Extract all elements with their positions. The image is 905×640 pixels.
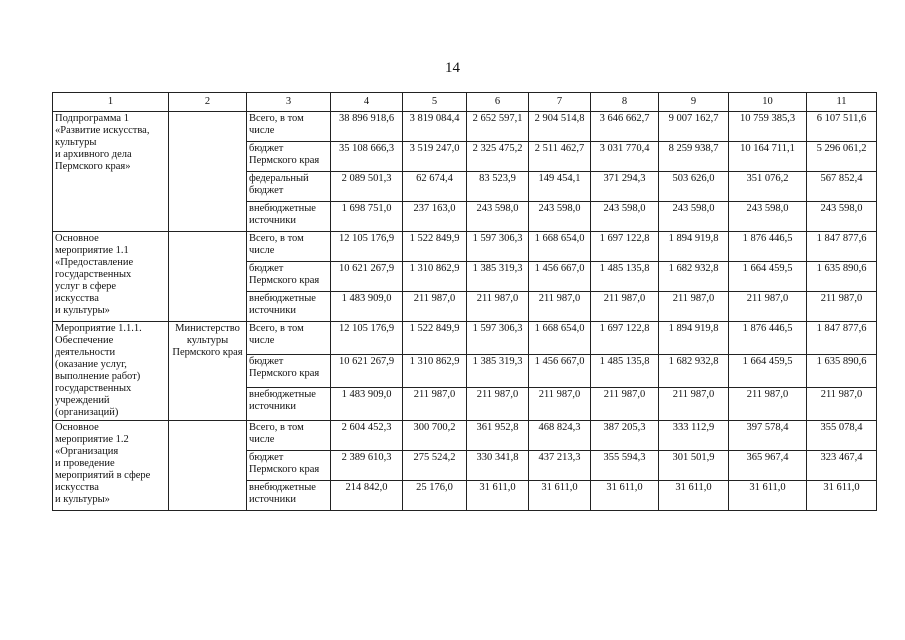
amount-cell: 149 454,1 — [529, 172, 591, 202]
table-row — [53, 421, 877, 451]
amount-cell: 1 635 890,6 — [807, 262, 877, 292]
amount-cell: 300 700,2 — [403, 421, 467, 451]
executor-cell — [169, 112, 247, 232]
amount-cell: 243 598,0 — [659, 202, 729, 232]
amount-cell: 323 467,4 — [807, 451, 877, 481]
amount-cell: 3 519 247,0 — [403, 142, 467, 172]
header-cell: 8 — [591, 93, 659, 112]
amount-cell: 1 485 135,8 — [591, 262, 659, 292]
amount-cell: 1 876 446,5 — [729, 322, 807, 355]
amount-cell: 10 621 267,9 — [331, 355, 403, 388]
amount-cell: 12 105 176,9 — [331, 232, 403, 262]
funding-source-cell: внебюджетные источники — [247, 202, 331, 232]
amount-cell: 243 598,0 — [591, 202, 659, 232]
amount-cell: 211 987,0 — [591, 388, 659, 421]
amount-cell: 5 296 061,2 — [807, 142, 877, 172]
table-row — [53, 322, 877, 355]
funding-source-cell: Всего, в том числе — [247, 421, 331, 451]
amount-cell: 1 310 862,9 — [403, 355, 467, 388]
amount-cell: 1 456 667,0 — [529, 262, 591, 292]
amount-cell: 211 987,0 — [467, 388, 529, 421]
amount-cell: 211 987,0 — [403, 388, 467, 421]
amount-cell: 1 522 849,9 — [403, 232, 467, 262]
amount-cell: 468 824,3 — [529, 421, 591, 451]
amount-cell: 355 078,4 — [807, 421, 877, 451]
amount-cell: 1 522 849,9 — [403, 322, 467, 355]
amount-cell: 2 604 452,3 — [331, 421, 403, 451]
amount-cell: 1 664 459,5 — [729, 355, 807, 388]
funding-source-cell: Всего, в том числе — [247, 112, 331, 142]
amount-cell: 243 598,0 — [729, 202, 807, 232]
amount-cell: 2 652 597,1 — [467, 112, 529, 142]
amount-cell: 1 847 877,6 — [807, 232, 877, 262]
header-cell: 6 — [467, 93, 529, 112]
amount-cell: 12 105 176,9 — [331, 322, 403, 355]
funding-source-cell: бюджет Пермского края — [247, 451, 331, 481]
funding-source-cell: Всего, в том числе — [247, 322, 331, 355]
amount-cell: 1 483 909,0 — [331, 388, 403, 421]
amount-cell: 387 205,3 — [591, 421, 659, 451]
executor-cell: Министерство культуры Пермского края — [169, 322, 247, 421]
funding-source-cell: Всего, в том числе — [247, 232, 331, 262]
amount-cell: 567 852,4 — [807, 172, 877, 202]
executor-cell — [169, 232, 247, 322]
amount-cell: 25 176,0 — [403, 481, 467, 511]
header-cell: 11 — [807, 93, 877, 112]
amount-cell: 1 597 306,3 — [467, 232, 529, 262]
amount-cell: 1 894 919,8 — [659, 322, 729, 355]
header-cell: 4 — [331, 93, 403, 112]
header-row — [53, 93, 877, 112]
header-cell: 2 — [169, 93, 247, 112]
executor-cell — [169, 421, 247, 511]
header-cell: 10 — [729, 93, 807, 112]
amount-cell: 211 987,0 — [729, 292, 807, 322]
header-cell: 7 — [529, 93, 591, 112]
amount-cell: 10 621 267,9 — [331, 262, 403, 292]
amount-cell: 243 598,0 — [807, 202, 877, 232]
amount-cell: 397 578,4 — [729, 421, 807, 451]
amount-cell: 333 112,9 — [659, 421, 729, 451]
amount-cell: 1 385 319,3 — [467, 355, 529, 388]
amount-cell: 3 031 770,4 — [591, 142, 659, 172]
amount-cell: 330 341,8 — [467, 451, 529, 481]
amount-cell: 1 697 122,8 — [591, 232, 659, 262]
amount-cell: 243 598,0 — [467, 202, 529, 232]
amount-cell: 301 501,9 — [659, 451, 729, 481]
amount-cell: 6 107 511,6 — [807, 112, 877, 142]
amount-cell: 211 987,0 — [807, 292, 877, 322]
amount-cell: 1 635 890,6 — [807, 355, 877, 388]
amount-cell: 503 626,0 — [659, 172, 729, 202]
funding-source-cell: бюджет Пермского края — [247, 355, 331, 388]
amount-cell: 31 611,0 — [529, 481, 591, 511]
amount-cell: 2 325 475,2 — [467, 142, 529, 172]
amount-cell: 211 987,0 — [529, 292, 591, 322]
amount-cell: 211 987,0 — [659, 292, 729, 322]
amount-cell: 1 310 862,9 — [403, 262, 467, 292]
program-name-cell: Мероприятие 1.1.1. Обеспечение деятельности (оказание услуг, выполнение работ) государственных учреждений (организаций) — [53, 322, 169, 421]
amount-cell: 214 842,0 — [331, 481, 403, 511]
amount-cell: 1 698 751,0 — [331, 202, 403, 232]
table-row — [53, 232, 877, 262]
amount-cell: 35 108 666,3 — [331, 142, 403, 172]
amount-cell: 1 485 135,8 — [591, 355, 659, 388]
amount-cell: 1 876 446,5 — [729, 232, 807, 262]
table-row — [53, 112, 877, 142]
amount-cell: 437 213,3 — [529, 451, 591, 481]
amount-cell: 1 385 319,3 — [467, 262, 529, 292]
amount-cell: 2 089 501,3 — [331, 172, 403, 202]
header-cell: 3 — [247, 93, 331, 112]
amount-cell: 1 847 877,6 — [807, 322, 877, 355]
funding-source-cell: внебюджетные источники — [247, 292, 331, 322]
amount-cell: 3 646 662,7 — [591, 112, 659, 142]
amount-cell: 365 967,4 — [729, 451, 807, 481]
amount-cell: 1 682 932,8 — [659, 355, 729, 388]
amount-cell: 211 987,0 — [729, 388, 807, 421]
amount-cell: 211 987,0 — [659, 388, 729, 421]
amount-cell: 1 664 459,5 — [729, 262, 807, 292]
amount-cell: 211 987,0 — [807, 388, 877, 421]
amount-cell: 237 163,0 — [403, 202, 467, 232]
header-cell: 9 — [659, 93, 729, 112]
amount-cell: 2 511 462,7 — [529, 142, 591, 172]
amount-cell: 9 007 162,7 — [659, 112, 729, 142]
amount-cell: 1 668 654,0 — [529, 322, 591, 355]
program-name-cell: Основное мероприятие 1.1 «Предоставление государственных услуг в сфере искусства и культуры» — [53, 232, 169, 322]
amount-cell: 1 894 919,8 — [659, 232, 729, 262]
amount-cell: 83 523,9 — [467, 172, 529, 202]
budget-table — [52, 92, 877, 511]
header-cell: 1 — [53, 93, 169, 112]
amount-cell: 243 598,0 — [529, 202, 591, 232]
amount-cell: 2 389 610,3 — [331, 451, 403, 481]
amount-cell: 31 611,0 — [591, 481, 659, 511]
program-name-cell: Основное мероприятие 1.2 «Организация и проведение мероприятий в сфере искусства и культуры» — [53, 421, 169, 511]
funding-source-cell: федеральный бюджет — [247, 172, 331, 202]
funding-source-cell: бюджет Пермского края — [247, 142, 331, 172]
amount-cell: 8 259 938,7 — [659, 142, 729, 172]
amount-cell: 275 524,2 — [403, 451, 467, 481]
page-number: 14 — [445, 60, 460, 76]
program-name-cell: Подпрограмма 1 «Развитие искусства, культуры и архивного дела Пермского края» — [53, 112, 169, 232]
funding-source-cell: внебюджетные источники — [247, 481, 331, 511]
amount-cell: 10 164 711,1 — [729, 142, 807, 172]
amount-cell: 31 611,0 — [807, 481, 877, 511]
amount-cell: 361 952,8 — [467, 421, 529, 451]
amount-cell: 211 987,0 — [403, 292, 467, 322]
amount-cell: 211 987,0 — [467, 292, 529, 322]
amount-cell: 1 597 306,3 — [467, 322, 529, 355]
amount-cell: 1 697 122,8 — [591, 322, 659, 355]
amount-cell: 371 294,3 — [591, 172, 659, 202]
amount-cell: 355 594,3 — [591, 451, 659, 481]
amount-cell: 1 682 932,8 — [659, 262, 729, 292]
amount-cell: 211 987,0 — [591, 292, 659, 322]
funding-source-cell: внебюджетные источники — [247, 388, 331, 421]
amount-cell: 1 668 654,0 — [529, 232, 591, 262]
amount-cell: 1 456 667,0 — [529, 355, 591, 388]
funding-source-cell: бюджет Пермского края — [247, 262, 331, 292]
amount-cell: 38 896 918,6 — [331, 112, 403, 142]
amount-cell: 211 987,0 — [529, 388, 591, 421]
amount-cell: 3 819 084,4 — [403, 112, 467, 142]
header-cell: 5 — [403, 93, 467, 112]
amount-cell: 31 611,0 — [729, 481, 807, 511]
amount-cell: 1 483 909,0 — [331, 292, 403, 322]
amount-cell: 10 759 385,3 — [729, 112, 807, 142]
amount-cell: 62 674,4 — [403, 172, 467, 202]
amount-cell: 31 611,0 — [467, 481, 529, 511]
amount-cell: 2 904 514,8 — [529, 112, 591, 142]
amount-cell: 31 611,0 — [659, 481, 729, 511]
amount-cell: 351 076,2 — [729, 172, 807, 202]
